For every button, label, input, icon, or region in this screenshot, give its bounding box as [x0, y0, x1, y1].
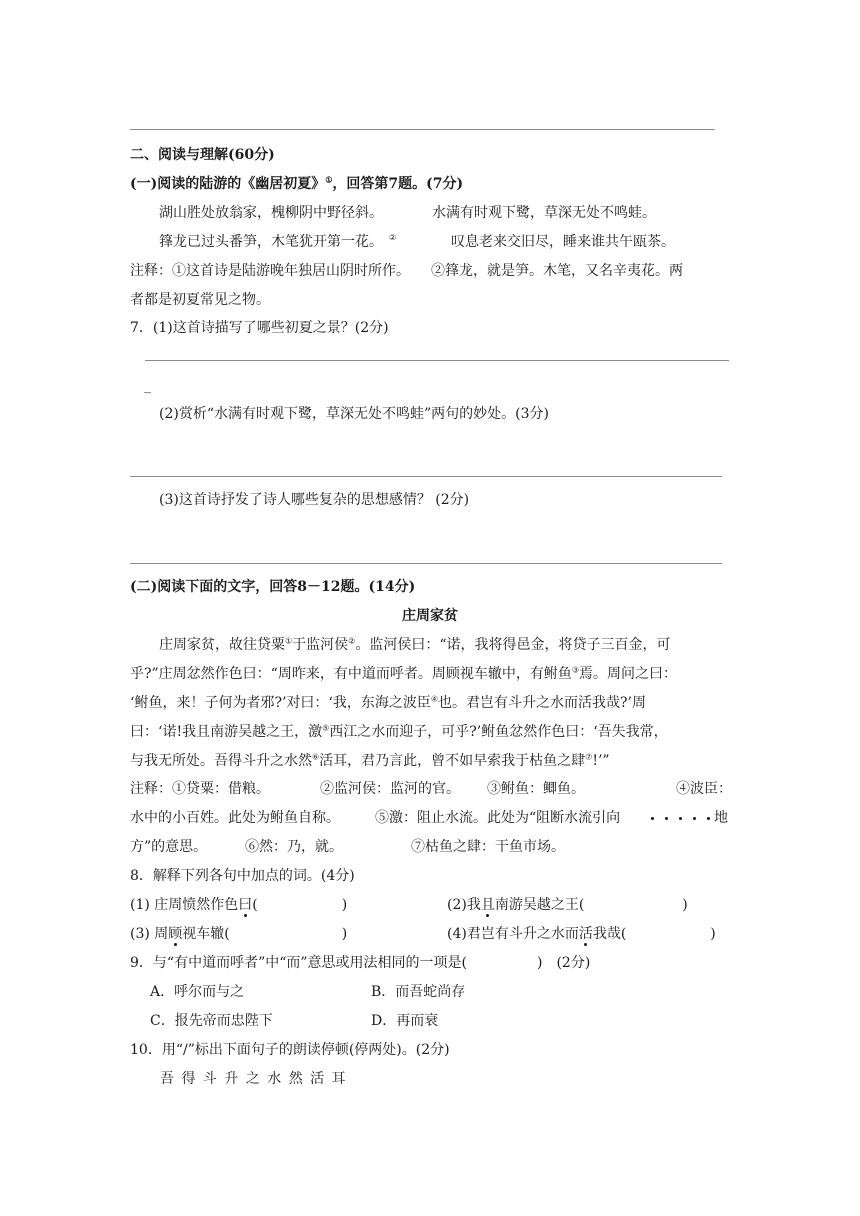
answer-blank-8-3[interactable]: 视车辙( ): [182, 926, 348, 942]
poem-line-2a: 箨龙已过头番笋，木笔犹开第一花。 ②: [159, 233, 397, 250]
question-10: 10．用“/”标出下面句子的朗读停顿(停两处)。(2分): [130, 1042, 450, 1058]
passage-note-8: ⑥然：乃，就。: [245, 839, 343, 855]
choice-a[interactable]: A．呼尔而与之: [150, 984, 245, 1000]
footnote-mark: ⑥: [312, 752, 320, 762]
choice-d[interactable]: D．再而衰: [371, 1013, 439, 1029]
footnote-mark: ⑤: [322, 723, 330, 733]
emphasis-dot: [651, 817, 654, 820]
poem-note-line-2: 者都是初夏常见之物。: [130, 292, 270, 308]
passage-note-3: ③鲋鱼：鲫鱼。: [487, 781, 585, 797]
choice-b[interactable]: B．而吾蛇尚存: [371, 984, 466, 1000]
poem-line-1b: 水满有时观下鹭，草深无处不鸣蛙。: [432, 205, 656, 221]
passage-line-4: 曰：‘诺!我且南游吴越之王，激⑤西江之水而迎子，可乎?’鲋鱼忿然作色曰：‘吾失我常，: [130, 723, 668, 740]
footnote-mark: ①: [285, 636, 293, 646]
choice-c[interactable]: C．报先帝而忠陛下: [150, 1013, 273, 1029]
poem-line-2b: 叹息老来交旧尽，睡来谁共午瓯茶。: [451, 234, 675, 250]
answer-line-7-2[interactable]: [130, 476, 722, 477]
passage-note-6: ⑤激：阻止水流。此处为“阻断水流引向: [375, 810, 621, 826]
passage-line-5: 与我无所处。吾得斗升之水然⑥活耳，君乃言此，曾不如早索我于枯鱼之肆⑦!’”: [130, 752, 610, 769]
answer-line-7-1[interactable]: [145, 360, 729, 361]
emphasis-dot: [707, 817, 710, 820]
answer-line-7-3[interactable]: [130, 563, 722, 564]
passage-title: 庄周家贫: [402, 608, 458, 624]
answer-blank-8-4[interactable]: 我哉( ): [592, 926, 716, 942]
top-rule: [130, 129, 715, 130]
passage-note-1: 注释：①贷粟：借粮。: [130, 781, 270, 797]
poem-note-line-1: 注释：①这首诗是陆游晚年独居山阴时所作。 ②箨龙，就是笋。木笔，又名辛夷花。两: [130, 263, 683, 279]
poem-line-1a: 湖山胜处放翁家，槐柳阴中野径斜。: [159, 205, 383, 221]
dotted-word: 且: [480, 897, 495, 913]
emphasis-dot: [693, 817, 696, 820]
question-8: 8．解释下列各句中加点的词。(4分): [130, 868, 355, 884]
poem-heading: (一)阅读的陆游的《幽居初夏》①，回答第7题。(7分): [130, 174, 464, 192]
passage-note-4: ④波臣：: [676, 781, 732, 797]
footnote-mark: ④: [430, 694, 439, 704]
question-8-1: (1) 庄周愤然作色曰( ): [130, 897, 348, 913]
passage-note-9: ⑦枯鱼之肆：干鱼市场。: [411, 839, 565, 855]
answer-blank-8-1[interactable]: ( ): [252, 897, 348, 913]
dotted-word: 活: [578, 926, 593, 942]
question-8-4: (4)君岂有斗升之水而活我哉( ): [447, 926, 716, 942]
section-title: 二、阅读与理解(60分): [130, 147, 275, 163]
passage-note-6-tail: 地: [714, 810, 728, 826]
footnote-mark: ⑦: [585, 752, 593, 762]
footnote-mark: ③: [571, 665, 579, 675]
footnote-mark: ②: [348, 636, 356, 646]
footnote-mark: ②: [389, 233, 397, 243]
dotted-word: 顾: [168, 926, 183, 942]
emphasis-dot: [679, 817, 682, 820]
passage-line-1: 庄周家贫，故往贷粟①于监河侯②。监河侯曰：“诺，我将得邑金，将贷子三百金，可: [159, 636, 671, 653]
passage-line-2: 乎?”庄周忿然作色曰：“周昨来，有中道而呼者。周顾视车辙中，有鲋鱼③焉。周问之曰：: [130, 665, 677, 682]
passage-note-2: ②监河侯：监河的官。: [320, 781, 460, 797]
answer-line-7-1-tail: _: [144, 378, 151, 394]
answer-blank-8-2[interactable]: 南游吴越之王( ): [494, 897, 688, 913]
passage-line-3: ‘鲋鱼，来！子何为者邪?’对曰：‘我，东海之波臣④也。君岂有斗升之水而活我哉?’周: [130, 694, 646, 711]
question-8-3: (3) 周顾视车辙( ): [130, 926, 348, 942]
question-7-2: (2)赏析“水满有时观下鹭，草深无处不鸣蛙”两句的妙处。(3分): [159, 406, 549, 422]
footnote-mark: ①: [325, 174, 333, 185]
prose-heading: (二)阅读下面的文字，回答8－12题。(14分): [130, 579, 416, 595]
emphasis-dot: [665, 817, 668, 820]
dotted-word: 曰: [238, 897, 253, 913]
question-8-2: (2)我且南游吴越之王( ): [447, 897, 688, 913]
question-10-sentence[interactable]: 吾 得 斗 升 之 水 然 活 耳: [160, 1071, 346, 1087]
question-9: 9．与“有中道而呼者”中“而”意思或用法相同的一项是( ) (2分): [130, 955, 591, 971]
passage-note-5: 水中的小百姓。此处为鲋鱼自称。: [130, 810, 340, 826]
question-7-1: 7．(1)这首诗描写了哪些初夏之景？(2分): [130, 320, 389, 336]
question-7-3: (3)这首诗抒发了诗人哪些复杂的思想感情？ (2分): [159, 492, 470, 508]
passage-note-7: 方”的意思。: [130, 839, 208, 855]
